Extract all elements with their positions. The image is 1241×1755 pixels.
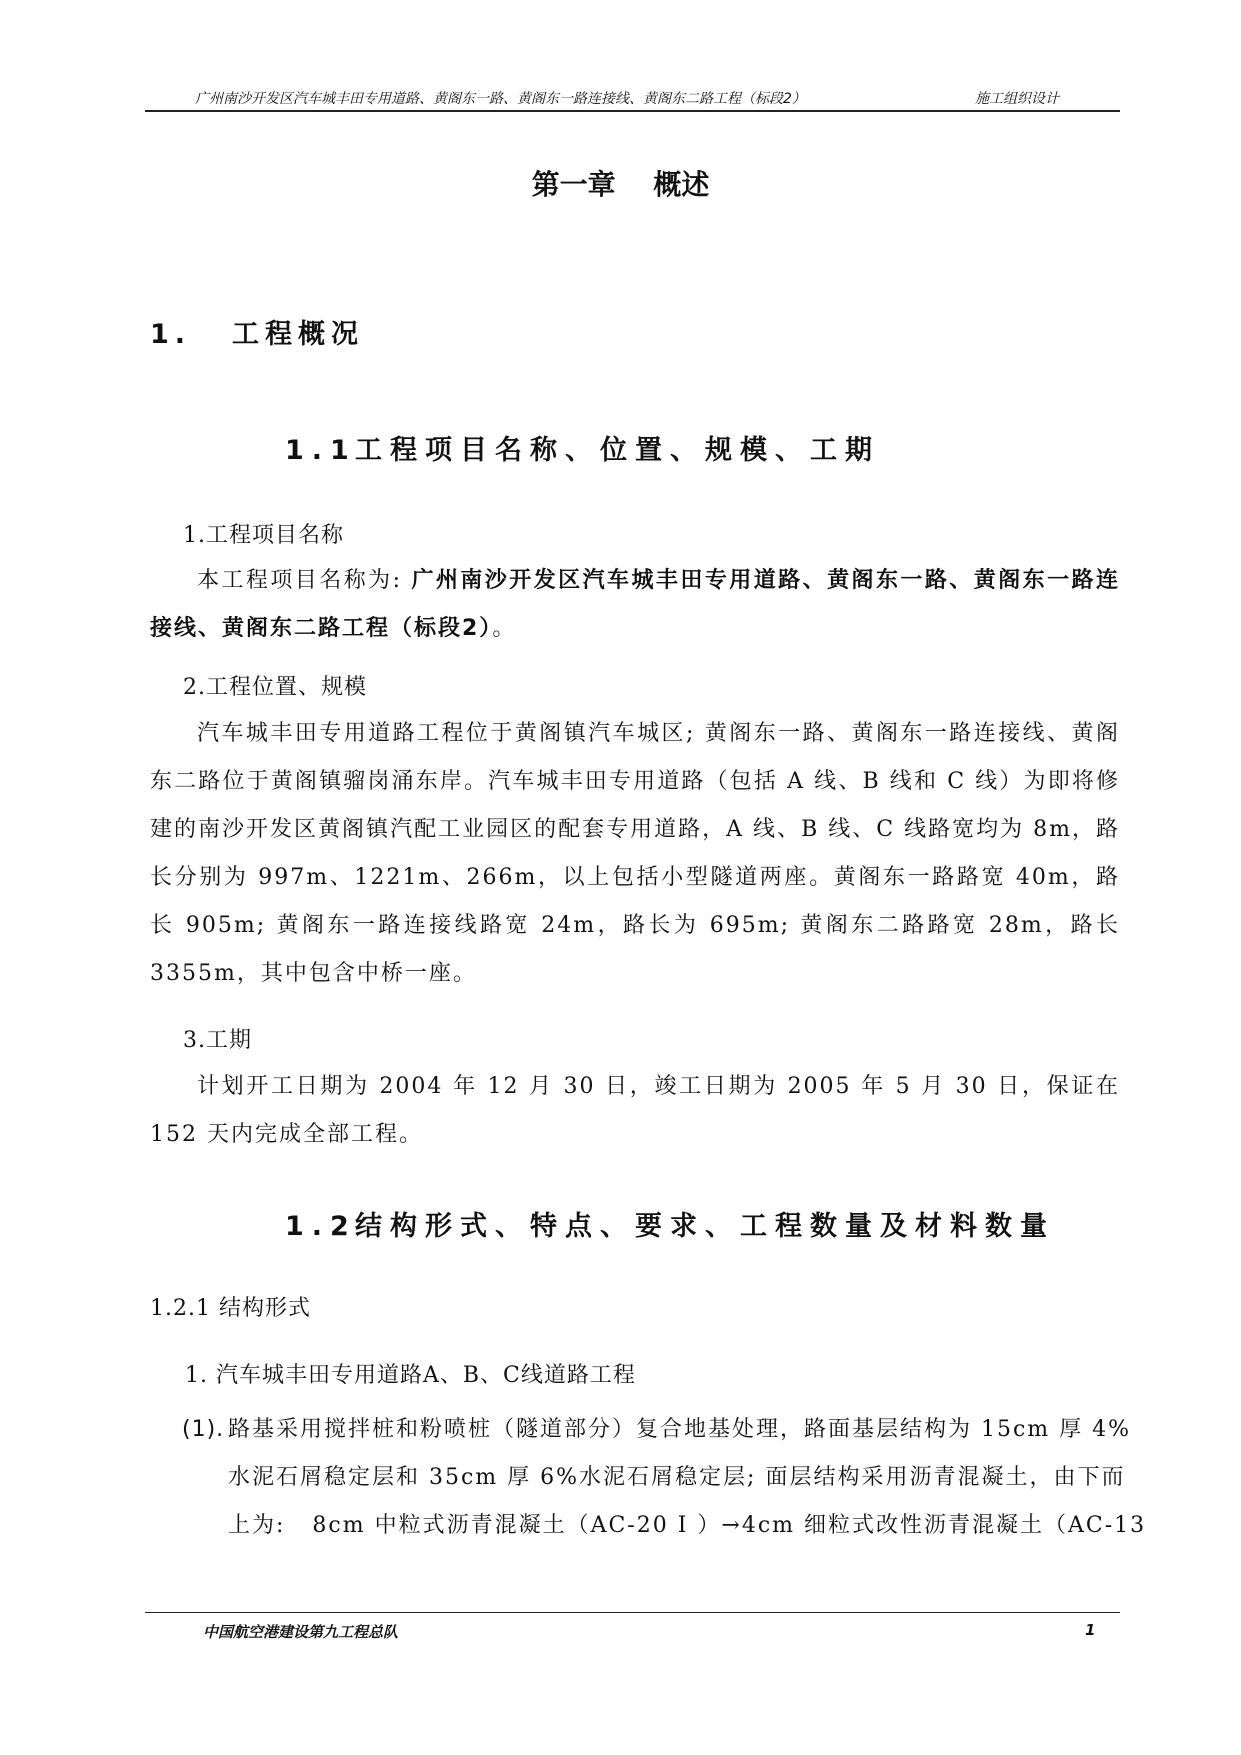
item-1-label: 1.工程项目名称 (183, 523, 344, 548)
project-name: 广州南沙开发区汽车城丰田专用道路、黄阁东一路、黄阁东一路连接线、黄阁东二路工程（标段2） (150, 568, 1121, 641)
item-2-label: 2.工程位置、规模 (183, 675, 367, 700)
section-number: 1. (150, 319, 192, 350)
item-3-label: 3.工期 (183, 1028, 252, 1053)
chapter-title: 第一章 概述 (531, 168, 710, 201)
page-header (145, 88, 1120, 112)
header-project-title: 广州南沙开发区汽车城丰田专用道路、黄阁东一路、黄阁东一路连接线、黄阁东二路工程（标段2） (195, 91, 806, 107)
subsection-1-2-1: 1.2.1 结构形式 (150, 1296, 311, 1321)
page-number: 1 (1085, 1621, 1096, 1639)
section-title: 工程项目名称、位置、规模、工期 (355, 435, 880, 466)
item-3-paragraph: 计划开工日期为 2004 年 12 月 30 日，竣工日期为 2005 年 5 月 30 日，保证在 152 天内完成全部工程。 (150, 1074, 1120, 1147)
list-item-1-1-marker: (1). (182, 1417, 225, 1442)
page-footer (145, 1612, 1120, 1641)
header-doc-type: 施工组织设计 (975, 91, 1059, 107)
section-1-1-heading (285, 428, 880, 467)
section-number: 1.2 (285, 1211, 357, 1242)
section-title: 结构形式、特点、要求、工程数量及材料数量 (355, 1211, 1055, 1242)
section-number: 1.1 (285, 435, 357, 466)
list-item-1-1-line-1: 路基采用搅拌桩和粉喷桩（隧道部分）复合地基处理，路面基层结构为 15cm 厚 4% (228, 1417, 1132, 1442)
section-title: 工程概况 (232, 319, 364, 350)
item-1-paragraph: 本工程项目名称为: 广州南沙开发区汽车城丰田专用道路、黄阁东一路、黄阁东一路连接线、黄阁东二路工程（标段2）。 (150, 568, 1121, 641)
item-2-paragraph: 汽车城丰田专用道路工程位于黄阁镇汽车城区; 黄阁东一路、黄阁东一路连接线、黄阁东二路位于黄阁镇骝岗涌东岸。汽车城丰田专用道路（包括 A 线、B 线和 C 线）为即将修建的南沙开发区黄阁镇汽配工业园区的配套专用道路，A 线、B 线、C 线路宽均为 8m，路长分别为 997m、1221m、266m，以上包括小型隧道两座。黄阁东一路路宽 40m，路长 905m; 黄阁东一路连接线路宽 24m，路长为 695m; 黄阁东二路路宽 28m，路长 3355m，其中包含中桥一座。 (150, 721, 1120, 986)
section-1-heading (150, 312, 364, 351)
section-1-2-heading (285, 1204, 1055, 1243)
footer-organization: 中国航空港建设第九工程总队 (203, 1623, 399, 1641)
list-item-1: 1. 汽车城丰田专用道路A、B、C线道路工程 (185, 1363, 636, 1388)
list-item-1-1-line-2: 水泥石屑稳定层和 35cm 厚 6%水泥石屑稳定层; 面层结构采用沥青混凝土，由下而 (228, 1465, 1126, 1490)
list-item-1-1-line-3: 上为: 8cm 中粒式沥青混凝土（AC-20 I ）→4cm 细粒式改性沥青混凝土（AC-13 (228, 1513, 1147, 1538)
